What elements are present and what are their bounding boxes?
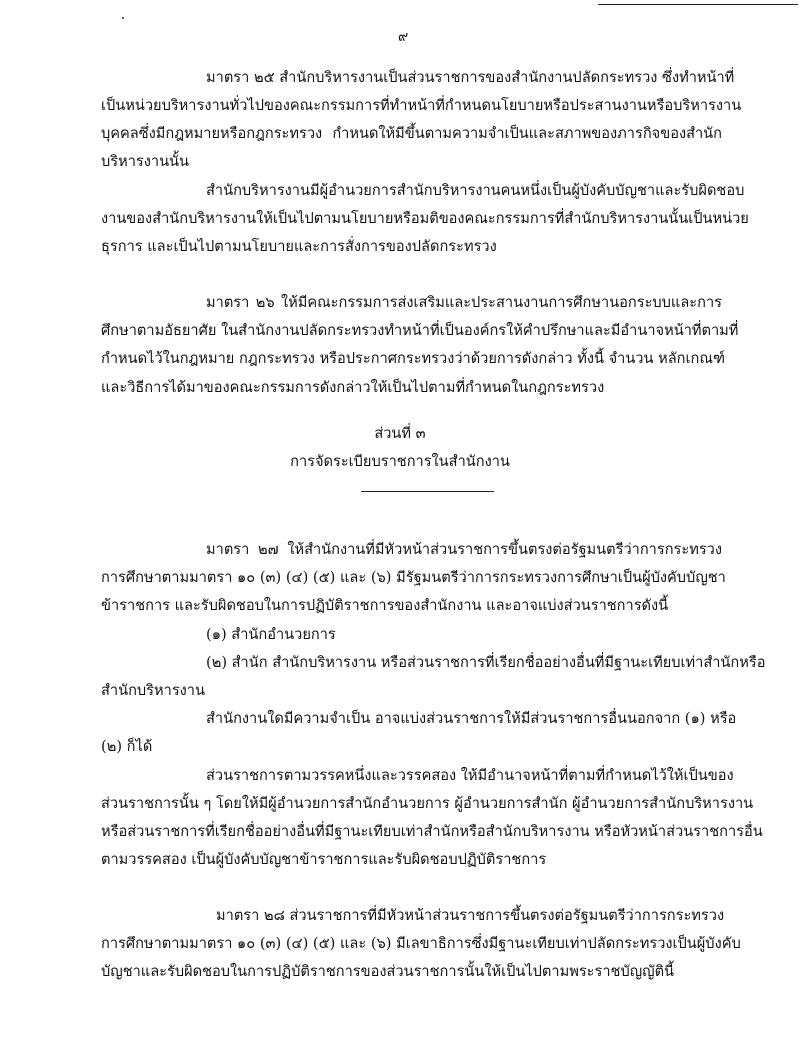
section-27-line-1: มาตรา ๒๗ ให้สำนักงานที่มีหัวหน้าส่วนราชการขึ้นตรงต่อรัฐมนตรีว่าการกระทรวง	[206, 541, 722, 558]
part-subheading: การจัดระเบียบราชการในสำนักงาน	[290, 453, 510, 470]
section-27-item-1: (๑) สำนักอำนวยการ	[206, 626, 336, 643]
section-25-line-7: ธุรการ และเป็นไปตามนโยบายและการสั่งการของปลัดกระทรวง	[101, 238, 497, 255]
section-27-line-3: ข้าราชการ และรับผิดชอบในการปฏิบัติราชการของสำนักงาน และอาจแบ่งส่วนราชการดังนี้	[101, 597, 669, 614]
section-26-line-3: กำหนดไว้ในกฎหมาย กฎกระทรวง หรือประกาศกระทรวงว่าด้วยการดังกล่าว ทั้งนี้ จำนวน หลักเกณฑ์	[101, 350, 725, 367]
scan-speck	[122, 17, 124, 19]
section-28-line-3: บัญชาและรับผิดชอบในการปฏิบัติราชการของส่วนราชการนั้นให้เป็นไปตามพระราชบัญญัตินี้	[101, 963, 675, 980]
section-25-line-1: มาตรา ๒๕ สำนักบริหารงานเป็นส่วนราชการของสำนักงานปลัดกระทรวง ซึ่งทำหน้าที่	[206, 69, 735, 86]
section-27-line-10: ส่วนราชการนั้น ๆ โดยให้มีผู้อำนวยการสำนักอำนวยการ ผู้อำนวยการสำนัก ผู้อำนวยการสำนักบริหารงาน	[101, 795, 754, 812]
section-27-line-2: การศึกษาตามมาตรา ๑๐ (๓) (๔) (๕) และ (๖) มีรัฐมนตรีว่าการกระทรวงการศึกษาเป็นผู้บังคับบัญชา	[101, 569, 726, 586]
section-28-line-1: มาตรา ๒๘ ส่วนราชการที่มีหัวหน้าส่วนราชการขึ้นตรงต่อรัฐมนตรีว่าการกระทรวง	[216, 907, 725, 924]
section-25-line-3: บุคคลซึ่งมีกฎหมายหรือกฎกระทรวง กำหนดให้มีขึ้นตามความจำเป็นและสภาพของภารกิจของสำนัก	[101, 125, 722, 142]
section-27-line-11: หรือส่วนราชการที่เรียกชื่ออย่างอื่นที่มีฐานะเทียบเท่าสำนักหรือสำนักบริหารงาน หรือหัวหน้าส่วนราชการอื่น	[101, 823, 763, 840]
section-27-item-2: (๒) สำนัก สำนักบริหารงาน หรือส่วนราชการที่เรียกชื่ออย่างอื่นที่มีฐานะเทียบเท่าสำนักหรือ	[206, 654, 766, 671]
section-25-line-2: เป็นหน่วยบริหารงานทั่วไปของคณะกรรมการที่ทำหน้าที่กำหนดนโยบายหรือประสานงานหรือบริหารงาน	[101, 97, 742, 114]
part-heading: ส่วนที่ ๓	[374, 425, 426, 442]
section-27-line-8: (๒) ก็ได้	[101, 738, 153, 755]
section-27-line-12: ตามวรรคสอง เป็นผู้บังคับบัญชาข้าราชการและรับผิดชอบปฏิบัติราชการ	[101, 851, 547, 868]
section-28-line-2: การศึกษาตามมาตรา ๑๐ (๓) (๔) (๕) และ (๖) มีเลขาธิการซึ่งมีฐานะเทียบเท่าปลัดกระทรวงเป็นผู้บังคับ	[101, 935, 741, 952]
section-26-line-1: มาตรา ๒๖ ให้มีคณะกรรมการส่งเสริมและประสานงานการศึกษานอกระบบและการ	[206, 294, 722, 311]
top-edge-line	[598, 4, 798, 5]
section-27-line-6: สำนักบริหารงาน	[101, 682, 205, 699]
section-25-line-5: สำนักบริหารงานมีผู้อำนวยการสำนักบริหารงานคนหนึ่งเป็นผู้บังคับบัญชาและรับผิดชอบ	[206, 182, 745, 199]
section-25-line-4: บริหารงานนั้น	[101, 153, 190, 170]
page-number: ๙	[398, 29, 410, 45]
section-26-line-4: และวิธีการได้มาของคณะกรรมการดังกล่าวให้เป็นไปตามที่กำหนดในกฎกระทรวง	[101, 379, 605, 396]
section-27-line-9: ส่วนราชการตามวรรคหนึ่งและวรรคสอง ให้มีอำนาจหน้าที่ตามที่กำหนดไว้ให้เป็นของ	[206, 767, 734, 784]
section-27-line-7: สำนักงานใดมีความจำเป็น อาจแบ่งส่วนราชการให้มีส่วนราชการอื่นนอกจาก (๑) หรือ	[206, 710, 737, 727]
heading-divider	[361, 491, 494, 492]
section-26-line-2: ศึกษาตามอัธยาศัย ในสำนักงานปลัดกระทรวงทำหน้าที่เป็นองค์กรให้คำปรึกษาและมีอำนาจหน้าที่ตามที่	[101, 322, 739, 339]
section-25-line-6: งานของสำนักบริหารงานให้เป็นไปตามนโยบายหรือมติของคณะกรรมการที่สำนักบริหารงานนั้นเป็นหน่วย	[101, 210, 749, 227]
